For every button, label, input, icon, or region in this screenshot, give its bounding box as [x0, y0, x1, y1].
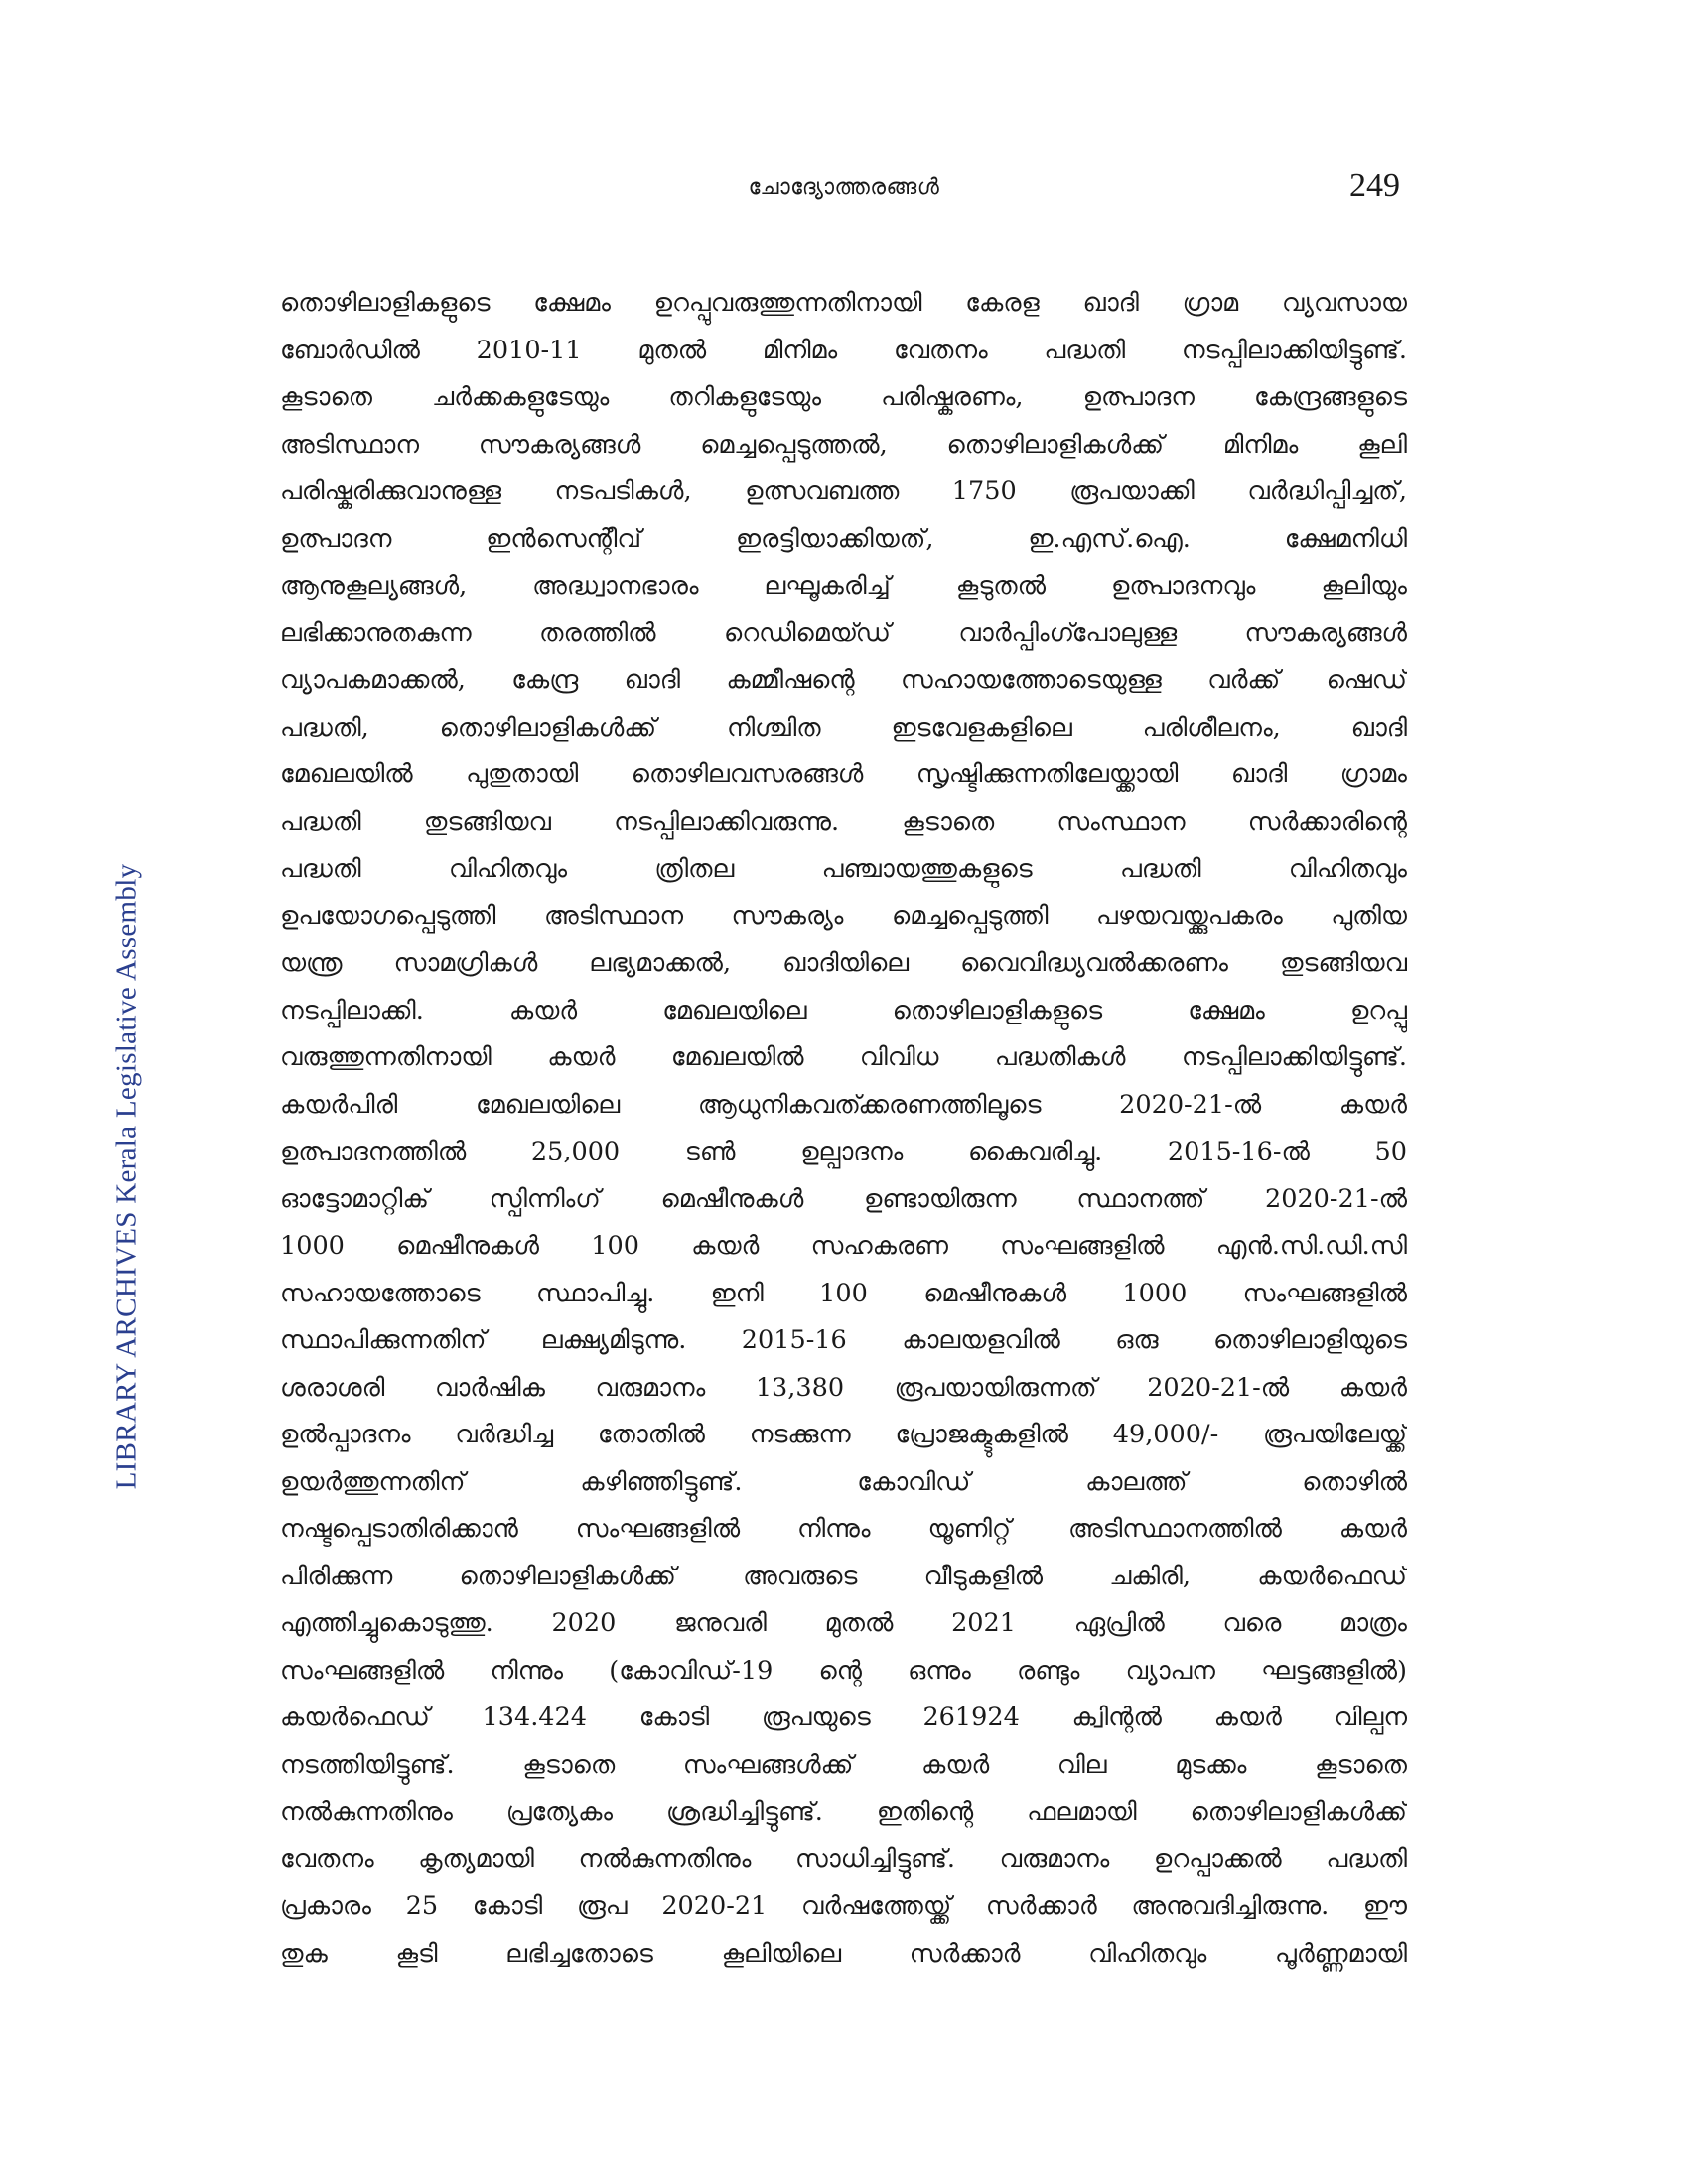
text-line: നൽകുന്നതിനും പ്രത്യേകം ശ്രദ്ധിച്ചിട്ടുണ്ട്. ഇതിന്റെ ഫലമായി തൊഴിലാളികൾക്ക്: [280, 1797, 1407, 1827]
text-line: വേതനം കൃത്യമായി നൽകുന്നതിനും സാധിച്ചിട്ടുണ്ട്. വരുമാനം ഉറപ്പാക്കൽ പദ്ധതി: [280, 1843, 1407, 1874]
text-line: ഓട്ടോമാറ്റിക് സ്പിന്നിംഗ് മെഷീനുകൾ ഉണ്ടായിരുന്ന സ്ഥാനത്ത് 2020-21-ൽ: [280, 1183, 1407, 1214]
text-line: നടത്തിയിട്ടുണ്ട്. കൂടാതെ സംഘങ്ങൾക്ക് കയർ വില മുടക്കം കൂടാതെ: [280, 1749, 1407, 1780]
running-title: ചോദ്യോത്തരങ്ങൾ: [748, 175, 940, 200]
page-number: 249: [1349, 167, 1400, 204]
text-line: ഉയർത്തുന്നതിന് കഴിഞ്ഞിട്ടുണ്ട്. കോവിഡ് കാലത്ത് തൊഴിൽ: [280, 1466, 1407, 1497]
text-line: നടപ്പിലാക്കി. കയർ മേഖലയിലെ തൊഴിലാളികളുടെ ക്ഷേമം ഉറപ്പു: [280, 995, 1407, 1025]
text-line: ഉത്പാദന ഇൻസെന്റീവ് ഇരട്ടിയാക്കിയത്, ഇ.എസ്.ഐ. ക്ഷേമനിധി: [280, 523, 1407, 554]
text-line: വ്യാപകമാക്കൽ, കേന്ദ്ര ഖാദി കമ്മീഷന്റെ സഹായത്തോടെയുള്ള വർക്ക് ഷെഡ്: [280, 665, 1407, 695]
text-line: പദ്ധതി വിഹിതവും ത്രിതല പഞ്ചായത്തുകളുടെ പദ്ധതി വിഹിതവും: [280, 854, 1407, 884]
text-line: കയർപിരി മേഖലയിലെ ആധുനികവത്ക്കരണത്തിലൂടെ 2020-21-ൽ കയർ: [280, 1089, 1407, 1120]
text-line: പിരിക്കുന്ന തൊഴിലാളികൾക്ക് അവരുടെ വീടുകളിൽ ചകിരി, കയർഫെഡ്: [280, 1561, 1407, 1591]
text-line: അടിസ്ഥാന സൗകര്യങ്ങൾ മെച്ചപ്പെടുത്തൽ, തൊഴിലാളികൾക്ക് മിനിമം കൂലി: [280, 429, 1407, 460]
text-line: സംഘങ്ങളിൽ നിന്നും (കോവിഡ്-19 ന്റെ ഒന്നും രണ്ടും വ്യാപന ഘട്ടങ്ങളിൽ): [280, 1655, 1407, 1686]
text-line: യന്ത്ര സാമഗ്രികൾ ലഭ്യമാക്കൽ, ഖാദിയിലെ വൈവിദ്ധ്യവൽക്കരണം തുടങ്ങിയവ: [280, 948, 1407, 978]
text-line: എത്തിച്ചുകൊടുത്തു. 2020 ജനുവരി മുതൽ 2021 ഏപ്രിൽ വരെ മാത്രം: [280, 1608, 1407, 1638]
text-line: കൂടാതെ ചർക്കകളുടേയും തറികളുടേയും പരിഷ്കരണം, ഉത്പാദന കേന്ദ്രങ്ങളുടെ: [280, 382, 1407, 412]
text-line: ആനുകൂല്യങ്ങൾ, അദ്ധ്വാനഭാരം ലഘൂകരിച്ച് കൂടുതൽ ഉത്പാദനവും കൂലിയും: [280, 571, 1407, 601]
text-line: തൊഴിലാളികളുടെ ക്ഷേമം ഉറപ്പുവരുത്തുന്നതിനായി കേരള ഖാദി ഗ്രാമ വ്യവസായ: [280, 288, 1407, 318]
text-line: സ്ഥാപിക്കുന്നതിന് ലക്ഷ്യമിടുന്നു. 2015-16 കാലയളവിൽ ഒരു തൊഴിലാളിയുടെ: [280, 1325, 1407, 1355]
text-line: നഷ്ടപ്പെടാതിരിക്കാൻ സംഘങ്ങളിൽ നിന്നും യൂണിറ്റ് അടിസ്ഥാനത്തിൽ കയർ: [280, 1514, 1407, 1544]
text-line: പ്രകാരം 25 കോടി രൂപ 2020-21 വർഷത്തേയ്ക്ക് സർക്കാർ അനുവദിച്ചിരുന്നു. ഈ: [280, 1891, 1407, 1921]
text-line: ബോർഡിൽ 2010-11 മുതൽ മിനിമം വേതനം പദ്ധതി നടപ്പിലാക്കിയിട്ടുണ്ട്.: [280, 335, 1407, 365]
text-line: ശരാശരി വാർഷിക വരുമാനം 13,380 രൂപയായിരുന്നത് 2020-21-ൽ കയർ: [280, 1372, 1407, 1403]
text-line: ലഭിക്കാനുതകുന്ന തരത്തിൽ റെഡിമെയ്ഡ് വാർപ്പിംഗ്പോലുള്ള സൗകര്യങ്ങൾ: [280, 617, 1407, 648]
text-line: പദ്ധതി തുടങ്ങിയവ നടപ്പിലാക്കിവരുന്നു. കൂടാതെ സംസ്ഥാന സർക്കാരിന്റെ: [280, 806, 1407, 837]
text-line: തുക കൂടി ലഭിച്ചതോടെ കൂലിയിലെ സർക്കാർ വിഹിതവും പൂർണ്ണമായി: [280, 1938, 1407, 1969]
running-header: [0, 167, 1688, 210]
text-line: 1000 മെഷീനുകൾ 100 കയർ സഹകരണ സംഘങ്ങളിൽ എൻ.സി.ഡി.സി: [280, 1231, 1407, 1261]
text-line: പരിഷ്കരിക്കുവാനുള്ള നടപടികൾ, ഉത്സവബത്ത 1750 രൂപയാക്കി വർദ്ധിപ്പിച്ചത്,: [280, 477, 1407, 506]
text-line: സഹായത്തോടെ സ്ഥാപിച്ചു. ഇനി 100 മെഷീനുകൾ 1000 സംഘങ്ങളിൽ: [280, 1278, 1407, 1308]
text-line: ഉത്പാദനത്തിൽ 25,000 ടൺ ഉല്പാദനം കൈവരിച്ചു. 2015-16-ൽ 50: [280, 1137, 1407, 1166]
text-line: പദ്ധതി, തൊഴിലാളികൾക്ക് നിശ്ചിത ഇടവേളകളിലെ പരിശീലനം, ഖാദി: [280, 712, 1407, 743]
text-line: മേഖലയിൽ പുതുതായി തൊഴിലവസരങ്ങൾ സൃഷ്ടിക്കുന്നതിലേയ്ക്കായി ഖാദി ഗ്രാമം: [280, 759, 1407, 789]
text-line: ഉൽപ്പാദനം വർദ്ധിച്ച തോതിൽ നടക്കുന്ന പ്രോജക്ടുകളിൽ 49,000/- രൂപയിലേയ്ക്ക്: [280, 1420, 1407, 1449]
archive-watermark: LIBRARY ARCHIVES Kerala Legislative Assembly: [110, 863, 143, 1490]
text-line: ഉപയോഗപ്പെടുത്തി അടിസ്ഥാന സൗകര്യം മെച്ചപ്പെടുത്തി പഴയവയ്ക്കുപകരം പുതിയ: [280, 900, 1407, 931]
text-line: കയർഫെഡ് 134.424 കോടി രൂപയുടെ 261924 ക്വിന്റൽ കയർ വില്പന: [280, 1703, 1407, 1732]
body-paragraph: [280, 280, 1407, 1978]
text-line: വരുത്തുന്നതിനായി കയർ മേഖലയിൽ വിവിധ പദ്ധതികൾ നടപ്പിലാക്കിയിട്ടുണ്ട്.: [280, 1042, 1407, 1072]
